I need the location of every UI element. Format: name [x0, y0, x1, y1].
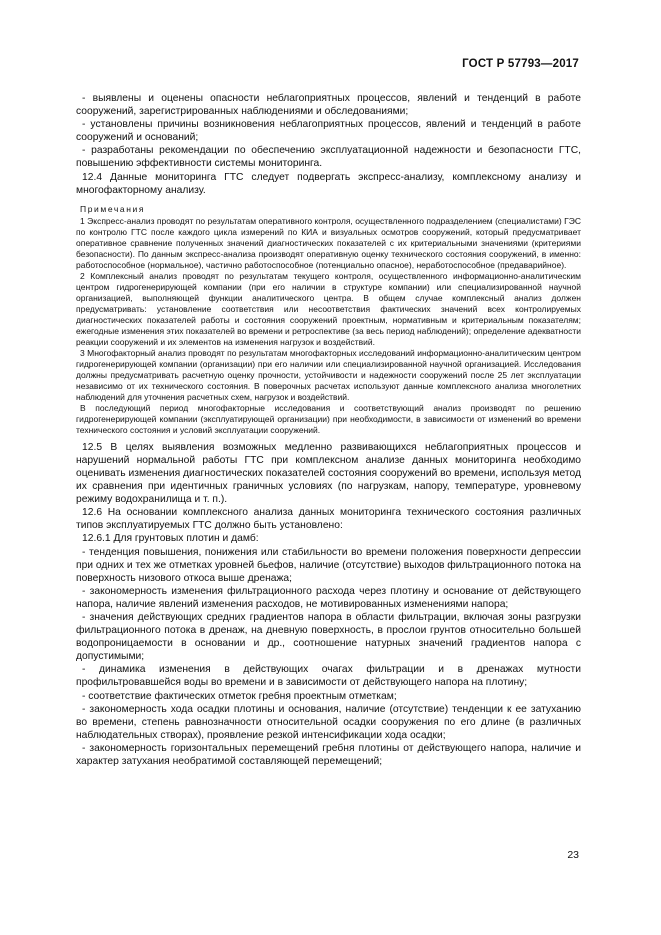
- page-number: 23: [567, 849, 579, 861]
- note-item: 1 Экспресс-анализ проводят по результатам оперативного контроля, осуществленного подразделением (специалистами) ГЭС по контролю ГТС после каждого цикла измерений по КИА и визуальных осмотров сооружений, который предусматривает оперативное сравнение полученных значений диагностических показателей с их критериальными значениями (критериями безопасности). По данным экспресс-анализа производят оперативную оценку технического состояния сооружений, в именно: работоспособное (нормальное), частично работоспособное (потенциально опасное), неработоспособное (предаварийное).: [76, 215, 581, 270]
- paragraph: - разработаны рекомендации по обеспечению эксплуатационной надежности и безопасности ГТС, повышению эффективности системы мониторинга.: [76, 145, 581, 170]
- top-section: [76, 92, 581, 197]
- document-body: [76, 92, 581, 768]
- main-section: [76, 441, 581, 768]
- list-item: - соответствие фактических отметок гребня проектным отметкам;: [82, 690, 397, 702]
- notes-block: [76, 204, 581, 436]
- document-header: ГОСТ Р 57793—2017: [462, 58, 579, 70]
- list-item: - динамика изменения в действующих очагах фильтрации и в дренажах мутности профильтровавшейся воды во времени и в зависимости от действующего напора на плотину;: [76, 664, 581, 689]
- list-item: - значения действующих средних градиентов напора в области фильтрации, включая зоны разгрузки фильтрационного потока в дренаж, на дневную поверхность, в прослои грунтов относительно большей водопроницаемости в основании и др., соотношение натурных значений градиентов напора с допустимыми;: [76, 611, 581, 663]
- paragraph: 12.4 Данные мониторинга ГТС следует подвергать экспресс-анализу, комплексному анализу и многофакторному анализу.: [76, 171, 581, 196]
- list-item: - закономерность горизонтальных перемещений гребня плотины от действующего напора, наличие и характер затухания необратимой составляющей перемещений;: [76, 742, 581, 767]
- list-item: - закономерность изменения фильтрационного расхода через плотину и основание от действующего напора, наличие явлений изменения расходов, не мотивированных изменениями напора;: [76, 585, 581, 610]
- list-item: - тенденция повышения, понижения или стабильности во времени положения поверхности депрессии при одних и тех же отметках уровней бьефов, наличие (отсутствие) выходов фильтрационного потока на поверхность низового откоса выше дренажа;: [76, 546, 581, 584]
- paragraph: 12.6 На основании комплексного анализа данных мониторинга технического состояния различных типов эксплуатируемых ГТС должно быть установлено:: [76, 507, 581, 532]
- paragraph: - выявлены и оценены опасности неблагоприятных процессов, явлений и тенденций в работе сооружений, зарегистрированных наблюдениями и обследованиями;: [76, 93, 581, 118]
- note-item: 3 Многофакторный анализ проводят по результатам многофакторных исследований информационно-аналитическим центром гидрогенерирующей компании (организации) при его наличии или специализированной научной организацией. Исследования должны предусматривать расчетную оценку прочности, устойчивости и надежности сооружений после 25 лет эксплуатации независимо от их технического состояния. В поверочных расчетах используют данные комплексного анализа многолетних наблюдений для уточнения расчетных схем, нагрузок и воздействий.: [76, 347, 581, 402]
- paragraph: - установлены причины возникновения неблагоприятных процессов, явлений и тенденций в работе сооружений и оснований;: [76, 119, 581, 144]
- note-item: 2 Комплексный анализ проводят по результатам текущего контроля, осуществленного информационно-аналитическим центром гидрогенерирующей компании (при его наличии в структуре компании) или специализированной научной организацией, выполняющей функции аналитического центра. В общем случае комплексный анализ должен предусматривать: установление соответствия или несоответствия фактических значений всех контролируемых диагностических показателей работы и состояния сооружений проектным, нормативным и критериальным показателям; ежегодные изменения этих показателей во времени и ретроспективе (за весь период наблюдений); определение адекватности реакции сооружений и их элементов на изменения нагрузок и воздействий.: [76, 270, 581, 347]
- notes-title: Примечания: [80, 203, 146, 214]
- paragraph: 12.6.1 Для грунтовых плотин и дамб:: [82, 533, 259, 545]
- note-item: В последующий период многофакторные исследования и соответствующий анализ производят по решению гидрогенерирующей компании (эксплуатирующей организации) при необходимости, в зависимости от изменений во времени технического состояния и условий эксплуатации сооружений.: [76, 402, 581, 435]
- paragraph: 12.5 В целях выявления возможных медленно развивающихся неблагоприятных процессов и нарушений нормальной работы ГТС при комплексном анализе данных мониторинга необходимо оценивать изменения диагностических показателей состояния сооружений во времени, используя метод их сравнения при идентичных граничных условиях (по нагрузкам, напору, температуре, уровневому режиму водохранилища и т. п.).: [76, 441, 582, 506]
- list-item: - закономерность хода осадки плотины и основания, наличие (отсутствие) тенденции к ее затуханию во времени, степень равнозначности относительной осадки сооружения по его длине (в различных наблюдательных створах), проявление резкой интенсификации хода осадки;: [76, 703, 581, 741]
